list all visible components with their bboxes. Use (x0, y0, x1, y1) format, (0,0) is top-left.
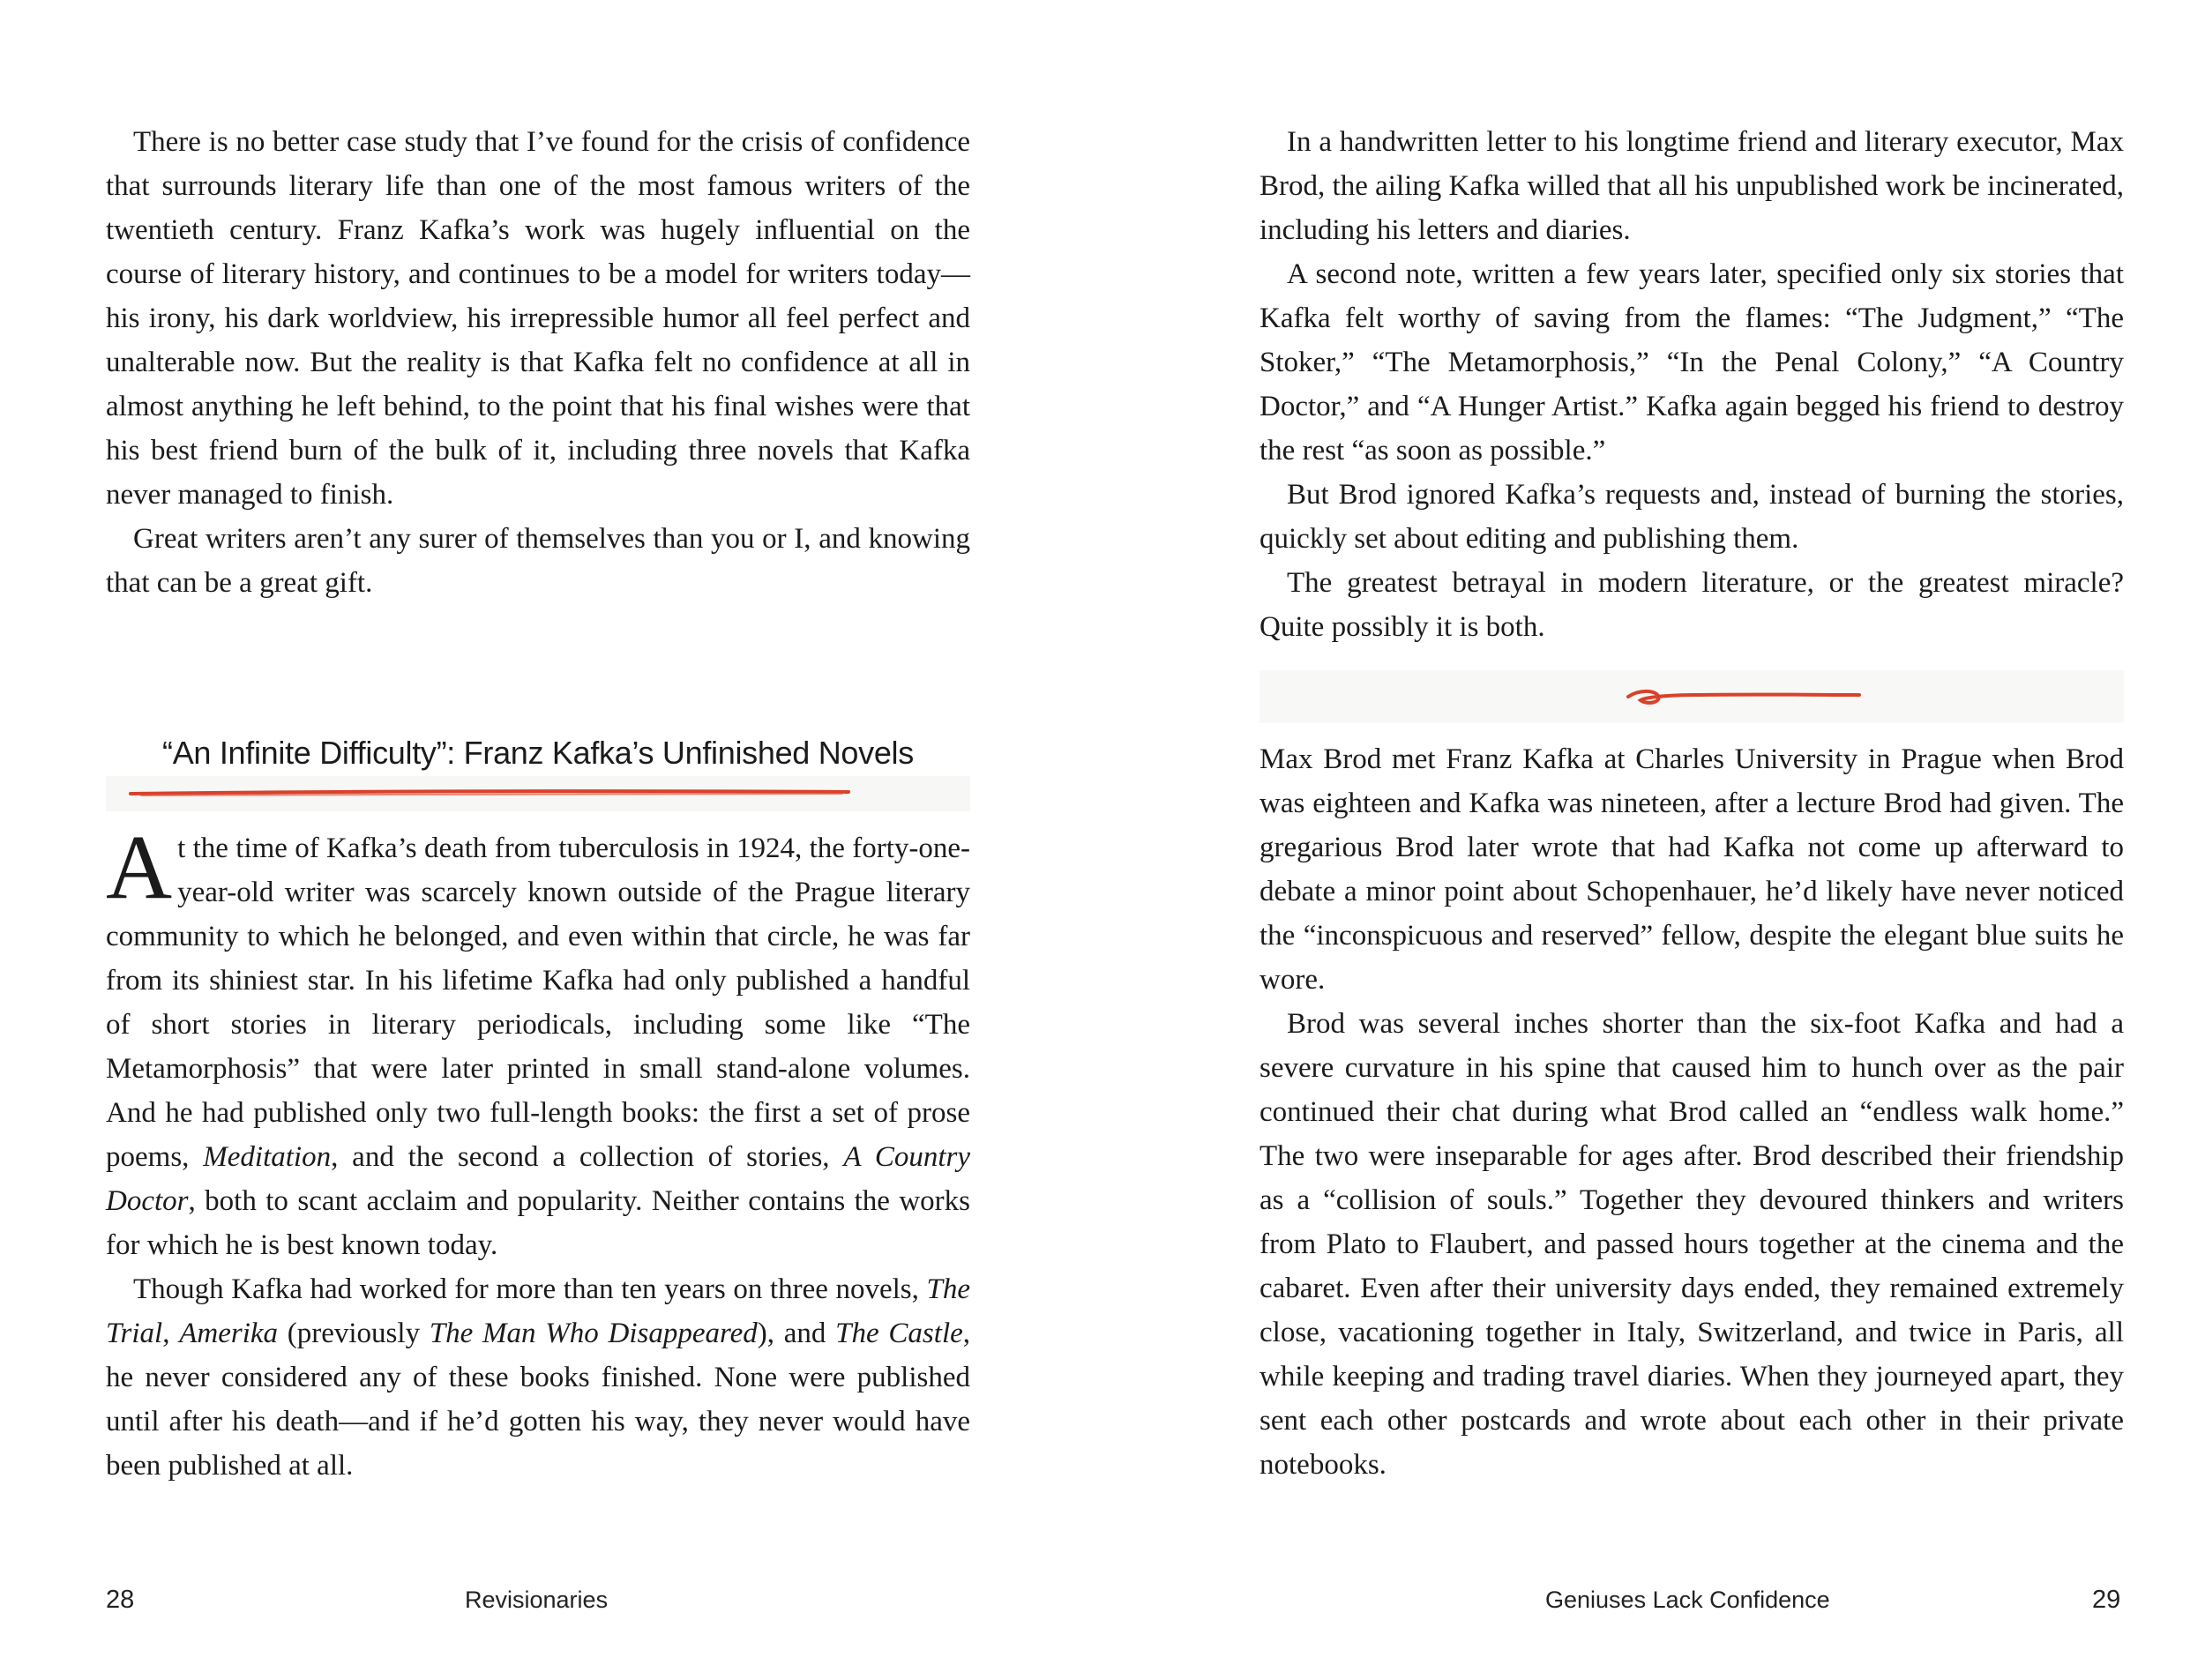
top-text (1259, 120, 2124, 649)
running-head: Geniuses Lack Confidence (1545, 1587, 1830, 1613)
book-title: Amerika (179, 1318, 279, 1349)
left-page (0, 0, 1102, 1680)
text-run: Though Kafka had worked for more than ten years on three novels, (133, 1273, 927, 1305)
text-run: , he never considered any of these books finished. None were published until after his death—and if he’d gotten his way, they never would have been published at all. (106, 1318, 971, 1482)
paragraph: Brod was several inches shorter than the six-foot Kafka and had a severe curvature in his spine that caused him to hunch over as the pair continued their chat during what Brod called an “endless walk home.” The two were inseparable for ages after. Brod described their friendship as a “collision of souls.” Together they devoured thinkers and writers from Plato to Flaubert, and passed hours together at the cinema and the cabaret. Even after their university days ended, they remained extremely close, vacationing together in Italy, Switzerland, and twice in Paris, all while keeping and trading travel diaries. When they journeyed apart, they sent each other postcards and wrote about each other in their private notebooks. (1259, 1008, 2124, 1481)
page-number: 28 (106, 1586, 135, 1614)
drop-cap: A (106, 817, 173, 918)
text-run: (previously (278, 1318, 430, 1349)
text-run: t the time of Kafka’s death from tuberculosis in 1924, the forty-one-year-old writer was scarcely known outside of the Prague literary community to which he belonged, and even within that circle, he was far from its shiniest star. In his lifetime Kafka had only published a handful of short stories in literary periodicals, including some like “The Metamorphosis” that were later printed in small stand-alone volumes. And he had published only two full-length books: the first a set of prose poems, (106, 833, 970, 1173)
paragraph: The greatest betrayal in modern literature, or the greatest miracle? Quite possibly it is both. (1259, 567, 2124, 643)
paragraph: There is no better case study that I’ve found for the crisis of confidence that surrounds literary life than one of the most famous writers of the twentieth century. Franz Kafka’s work was hugely influential on the course of literary history, and continues to be a model for writers today—his irony, his dark worldview, his irrepressible humor all feel perfect and unalterable now. But the reality is that Kafka felt no confidence at all in almost anything he left behind, to the point that his final wishes were that his best friend burn of the bulk of it, including three novels that Kafka never managed to finish. (106, 126, 970, 511)
right-page (1102, 0, 2205, 1680)
section-body (1259, 737, 2124, 1487)
book-title: The Man Who Disappeared (429, 1318, 758, 1349)
book-title: The Castle (835, 1318, 963, 1349)
intro-text (106, 120, 970, 605)
book-title: The Trial (106, 1273, 970, 1349)
text-run: ), and (757, 1318, 836, 1349)
paragraph (106, 1267, 970, 1488)
paragraph: Max Brod met Franz Kafka at Charles University in Prague when Brod was eighteen and Kafka was nineteen, after a lecture Brod had given. The gregarious Brod later wrote that had Kafka not come up afterward to debate a minor point about Schopenhauer, he’d likely have never noticed the “inconspicuous and reserved” fellow, despite the elegant blue suits he wore. (1259, 743, 2124, 996)
section-body (106, 817, 971, 1488)
page-number: 29 (2092, 1586, 2121, 1614)
heading-underline-icon (106, 776, 970, 811)
paragraph: In a handwritten letter to his longtime friend and literary executor, Max Brod, the ailing Kafka willed that all his unpublished work be incinerated, including his letters and diaries. (1259, 126, 2124, 246)
section-break-ornament-icon (1259, 670, 2124, 723)
running-head: Revisionaries (465, 1587, 609, 1613)
text-run: , both to scant acclaim and popularity. Neither contains the works for which he is best known today. (106, 1185, 970, 1261)
text-run: , (162, 1318, 180, 1349)
book-title: A Country Doctor (106, 1141, 970, 1217)
section-heading: “An Infinite Difficulty”: Franz Kafka’s Unfinished Novels (162, 735, 914, 771)
paragraph: But Brod ignored Kafka’s requests and, instead of burning the stories, quickly set about editing and publishing them. (1259, 479, 2124, 555)
text-run: , and the second a collection of stories, (331, 1141, 844, 1173)
paragraph (106, 817, 970, 1267)
paragraph: Great writers aren’t any surer of themselves than you or I, and knowing that can be a great gift. (106, 523, 970, 599)
paragraph: A second note, written a few years later, specified only six stories that Kafka felt worthy of saving from the flames: “The Judgment,” “The Stoker,” “The Metamorphosis,” “In the Penal Colony,” “A Country Doctor,” and “A Hunger Artist.” Kafka again begged his friend to destroy the rest “as soon as possible.” (1259, 258, 2124, 467)
book-title: Meditation (203, 1141, 332, 1173)
